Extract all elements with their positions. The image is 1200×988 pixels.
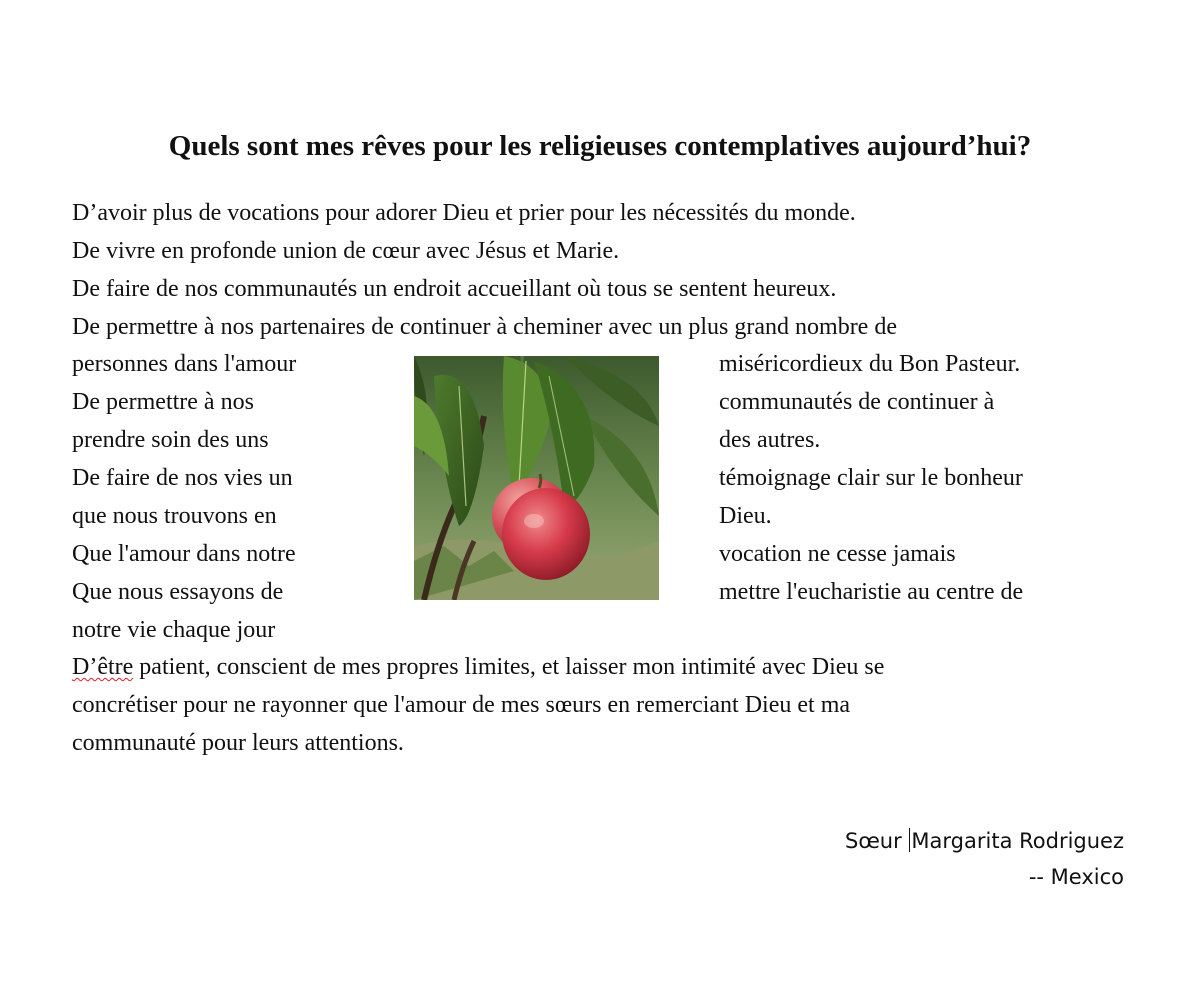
intro-line-3: De faire de nos communautés un endroit accueillant où tous se sentent heureux. (72, 276, 837, 302)
signature-full-name: Margarita Rodriguez (911, 829, 1124, 853)
signature-location: -- Mexico (1028, 865, 1124, 889)
wrap-left-line-8: notre vie chaque jour (72, 617, 276, 643)
closing-line-3: communauté pour leurs attentions. (72, 730, 404, 756)
wrap-left-line-3: prendre soin des uns (72, 427, 269, 453)
closing-line-2: concrétiser pour ne rayonner que l'amour de mes sœurs en remerciant Dieu et ma (72, 692, 851, 718)
wrap-right-line-2: communautés de continuer à (719, 389, 995, 415)
document-title: Quels sont mes rêves pour les religieuses contemplatives aujourd’hui? (168, 130, 1032, 162)
closing-line-1-rest: patient, conscient de mes propres limites, et laisser mon intimité avec Dieu se (133, 654, 885, 680)
wrap-left-line-4: De faire de nos vies un (72, 465, 293, 491)
wrap-left-line-2: De permettre à nos (72, 389, 254, 415)
wrap-right-line-3: des autres. (719, 427, 821, 453)
spellcheck-flagged-word[interactable]: D’être (72, 654, 134, 680)
wrap-right-line-5: Dieu. (719, 503, 772, 529)
wrap-left-line-1: personnes dans l'amour (72, 351, 297, 377)
mango-illustration (414, 356, 659, 600)
closing-line-1 (72, 652, 884, 682)
mango-photo (414, 356, 659, 600)
signature-prefix: Sœur (844, 829, 909, 853)
signature-name (845, 828, 1124, 854)
wrap-left-line-6: Que l'amour dans notre (72, 541, 296, 567)
wrap-right-line-6: vocation ne cesse jamais (719, 541, 956, 567)
wrap-right-line-4: témoignage clair sur le bonheur (719, 465, 1023, 491)
intro-line-2: De vivre en profonde union de cœur avec Jésus et Marie. (72, 238, 620, 264)
intro-line-4: De permettre à nos partenaires de continuer à cheminer avec un plus grand nombre de (72, 314, 897, 340)
wrap-right-line-7: mettre l'eucharistie au centre de (719, 579, 1024, 605)
intro-line-1: D’avoir plus de vocations pour adorer Dieu et prier pour les nécessités du monde. (72, 200, 856, 226)
wrap-left-line-5: que nous trouvons en (72, 503, 277, 529)
wrap-left-line-7: Que nous essayons de (72, 579, 284, 605)
wrap-right-line-1: miséricordieux du Bon Pasteur. (719, 351, 1021, 377)
